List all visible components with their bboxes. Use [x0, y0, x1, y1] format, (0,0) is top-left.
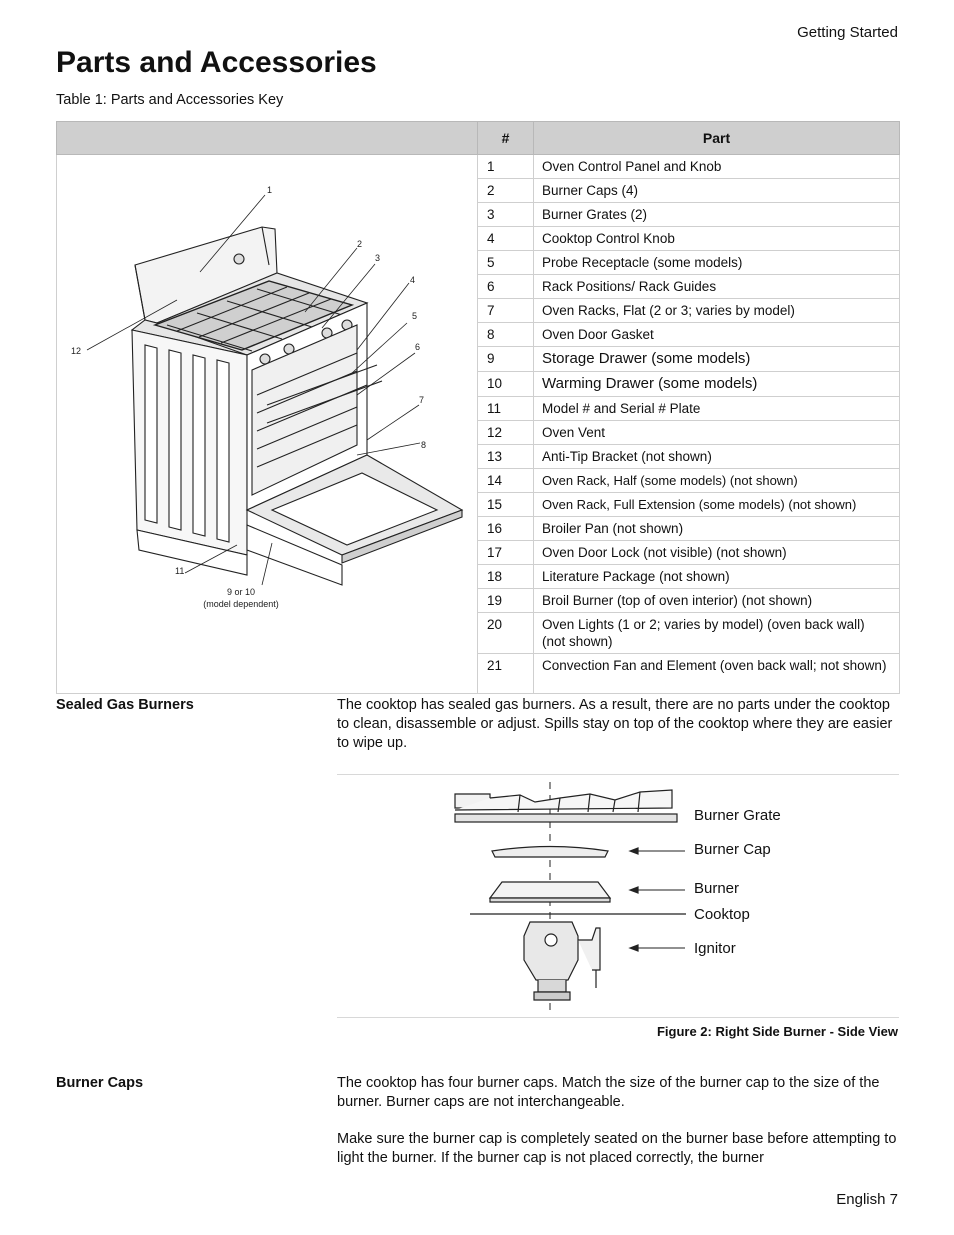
burner-caps-paragraph-2: Make sure the burner cap is completely seated on the burner base before attempting to light the burner. If the burner cap is not placed correctly, the burner	[337, 1131, 897, 1166]
callout-label: 2	[357, 239, 363, 249]
part-name: Literature Package (not shown)	[534, 565, 900, 589]
part-number: 8	[478, 323, 534, 347]
parts-table	[56, 121, 900, 694]
sealed-burners-text: The cooktop has sealed gas burners. As a result, there are no parts under the cooktop to clean, disassemble or adjust. Spills stay on top of the cooktop where they are easier to wipe up.	[337, 697, 893, 751]
part-number: 17	[478, 541, 534, 565]
part-number: 7	[478, 299, 534, 323]
label-cooktop: Cooktop	[694, 906, 750, 923]
part-name: Oven Control Panel and Knob	[534, 155, 900, 179]
part-name: Oven Door Lock (not visible) (not shown)	[534, 541, 900, 565]
part-name: Model # and Serial # Plate	[534, 397, 900, 421]
part-number: 11	[478, 397, 534, 421]
part-name: Oven Racks, Flat (2 or 3; varies by model)	[534, 299, 900, 323]
label-ignitor: Ignitor	[694, 940, 736, 957]
callout-label: 6	[415, 342, 421, 352]
part-number: 21	[478, 654, 534, 694]
range-illustration	[57, 155, 478, 682]
part-number: 15	[478, 493, 534, 517]
callout-label: 4	[410, 275, 416, 285]
drawer-note-line1: 9 or 10	[226, 587, 256, 597]
part-number: 6	[478, 275, 534, 299]
burner-exploded-diagram	[450, 780, 690, 1012]
table-caption: Table 1: Parts and Accessories Key	[56, 92, 284, 108]
callout-label: 3	[375, 253, 381, 263]
part-number: 5	[478, 251, 534, 275]
part-number: 12	[478, 421, 534, 445]
table-header-blank	[57, 122, 478, 155]
label-burner-cap: Burner Cap	[694, 841, 771, 858]
part-name: Oven Vent	[534, 421, 900, 445]
part-name: Oven Lights (1 or 2; varies by model) (oven back wall) (not shown)	[534, 613, 900, 654]
part-name: Anti-Tip Bracket (not shown)	[534, 445, 900, 469]
part-number: 18	[478, 565, 534, 589]
part-number: 9	[478, 347, 534, 372]
part-number: 14	[478, 469, 534, 493]
part-number: 16	[478, 517, 534, 541]
part-number: 13	[478, 445, 534, 469]
part-name: Oven Rack, Full Extension (some models) (not shown)	[534, 493, 900, 517]
callout-label: 5	[412, 311, 418, 321]
callout-label: 12	[71, 346, 82, 356]
sealed-burners-label: Sealed Gas Burners	[56, 697, 194, 713]
table-header-row	[57, 122, 900, 155]
part-name: Cooktop Control Knob	[534, 227, 900, 251]
table-header-num: #	[478, 122, 534, 155]
part-name: Storage Drawer (some models)	[534, 347, 900, 372]
part-name: Oven Rack, Half (some models) (not shown)	[534, 469, 900, 493]
label-burner: Burner	[694, 880, 740, 897]
part-name: Burner Caps (4)	[534, 179, 900, 203]
header-section-title: Getting Started	[797, 24, 898, 41]
part-name: Oven Door Gasket	[534, 323, 900, 347]
part-name: Broiler Pan (not shown)	[534, 517, 900, 541]
part-name: Probe Receptacle (some models)	[534, 251, 900, 275]
figure-caption: Figure 2: Right Side Burner - Side View	[656, 1024, 898, 1039]
callout-label: 1	[267, 185, 273, 195]
table-row	[57, 155, 900, 179]
part-number: 1	[478, 155, 534, 179]
part-name: Warming Drawer (some models)	[534, 372, 900, 397]
page-title: Parts and Accessories	[56, 46, 377, 79]
callout-label: 7	[419, 395, 425, 405]
drawer-note-line2: (model dependent)	[203, 599, 279, 609]
part-name: Broil Burner (top of oven interior) (not shown)	[534, 589, 900, 613]
part-name: Convection Fan and Element (oven back wall; not shown)	[534, 654, 900, 694]
page-footer: English 7	[836, 1191, 898, 1208]
part-name: Rack Positions/ Rack Guides	[534, 275, 900, 299]
part-number: 19	[478, 589, 534, 613]
part-number: 10	[478, 372, 534, 397]
part-number: 4	[478, 227, 534, 251]
figure-top-divider	[337, 774, 899, 775]
burner-caps-paragraph-1: The cooktop has four burner caps. Match the size of the burner cap to the size of the burner. Burner caps are not interchangeable.	[337, 1075, 880, 1110]
label-burner-grate: Burner Grate	[694, 807, 781, 824]
callout-label: 8	[421, 440, 427, 450]
burner-caps-label: Burner Caps	[56, 1075, 144, 1091]
figure-bottom-divider	[337, 1017, 899, 1018]
part-name: Burner Grates (2)	[534, 203, 900, 227]
part-number: 3	[478, 203, 534, 227]
table-header-part: Part	[534, 122, 900, 155]
part-number: 2	[478, 179, 534, 203]
range-diagram-cell	[57, 155, 478, 694]
callout-label: 11	[175, 566, 185, 576]
part-number: 20	[478, 613, 534, 654]
